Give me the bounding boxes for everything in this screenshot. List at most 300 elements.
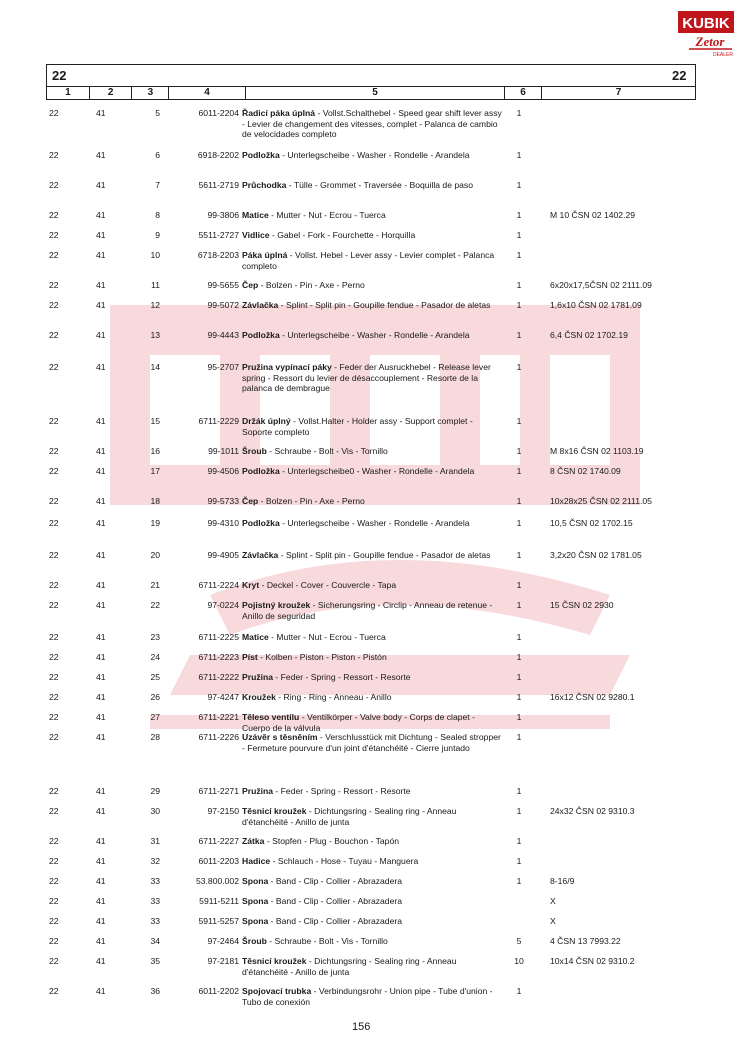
part-translations: - Vollst.Halter - Holder assy - Support complet - Soporte completo <box>242 416 473 437</box>
note: 10,5 ČSN 02 1702.15 <box>550 518 633 528</box>
col-2-value: 41 <box>96 652 106 662</box>
part-number: 97-2181 <box>207 956 239 966</box>
col-1-value: 22 <box>49 210 59 220</box>
col-3-value: 33 <box>150 916 160 926</box>
part-translations: - Unterlegscheibe0 - Washer - Rondelle - Arandela <box>279 466 475 476</box>
part-name: Závlačka <box>242 550 279 560</box>
col-3-value: 24 <box>150 652 160 662</box>
part-number: 99-4506 <box>207 466 239 476</box>
col-3-value: 35 <box>150 956 160 966</box>
col-3-value: 34 <box>150 936 160 946</box>
col-1-value: 22 <box>49 330 59 340</box>
quantity: 1 <box>516 210 522 220</box>
col-1-value: 22 <box>49 550 59 560</box>
section-number-left: 22 <box>52 68 67 83</box>
page-number: 156 <box>352 1021 371 1033</box>
col-1-value: 22 <box>49 108 59 118</box>
part-number: 5511-2727 <box>198 230 239 240</box>
quantity: 1 <box>516 330 522 340</box>
part-description <box>242 280 504 291</box>
col-1-value: 22 <box>49 416 59 426</box>
part-translations: - Ventilkörper - Valve body - Corps de clapet - Cuerpo de la válvula <box>242 712 475 733</box>
col-3-value: 12 <box>150 300 160 310</box>
col-3-value: 31 <box>150 836 160 846</box>
col-1-value: 22 <box>49 180 59 190</box>
part-number: 5611-2719 <box>198 180 239 190</box>
part-description <box>242 956 504 977</box>
part-description <box>242 836 504 847</box>
part-translations: - Band - Clip - Collier - Abrazadera <box>268 876 402 886</box>
col-1-value: 22 <box>49 806 59 816</box>
quantity: 1 <box>516 732 522 742</box>
part-description <box>242 600 504 621</box>
col-header-6: 6 <box>505 87 542 99</box>
part-description <box>242 786 504 797</box>
part-number: 6011-2202 <box>198 986 239 996</box>
part-description <box>242 672 504 683</box>
quantity: 1 <box>516 600 522 610</box>
part-number: 99-3806 <box>207 210 239 220</box>
section-number-right: 22 <box>672 68 687 83</box>
part-description <box>242 108 504 140</box>
section-frame <box>46 64 696 88</box>
part-name: Podložka <box>242 330 280 340</box>
quantity: 1 <box>516 856 522 866</box>
part-number: 97-2464 <box>207 936 239 946</box>
col-3-value: 10 <box>150 250 160 260</box>
part-name: Čep <box>242 280 259 290</box>
note: 6,4 ČSN 02 1702.19 <box>550 330 628 340</box>
part-description <box>242 896 504 907</box>
part-translations: - Bolzen - Pin - Axe - Perno <box>258 496 365 506</box>
col-1-value: 22 <box>49 652 59 662</box>
part-name: Spona <box>242 896 269 906</box>
quantity: 1 <box>516 580 522 590</box>
part-translations: - Schlauch - Hose - Tuyau - Manguera <box>270 856 419 866</box>
quantity: 1 <box>516 362 522 372</box>
part-translations: - Schraube - Bolt - Vis - Tornillo <box>266 446 388 456</box>
part-translations: - Dichtungsring - Sealing ring - Anneau d'étanchéité - Anillo de junta <box>242 956 457 977</box>
part-translations: - Band - Clip - Collier - Abrazadera <box>268 916 402 926</box>
col-1-value: 22 <box>49 580 59 590</box>
col-2-value: 41 <box>96 210 106 220</box>
part-name: Těleso ventilu <box>242 712 300 722</box>
col-2-value: 41 <box>96 580 106 590</box>
part-description <box>242 732 504 753</box>
part-name: Závlačka <box>242 300 279 310</box>
part-translations: - Feder der Ausruckhebel - Release lever spring - Ressort du levier de désaccouplement - Resorte de la palanca de dembrague <box>242 362 491 394</box>
note: 3,2x20 ČSN 02 1781.05 <box>550 550 642 560</box>
col-2-value: 41 <box>96 280 106 290</box>
col-1-value: 22 <box>49 518 59 528</box>
part-name: Kroužek <box>242 692 276 702</box>
quantity: 1 <box>516 180 522 190</box>
quantity: 1 <box>516 986 522 996</box>
note: 24x32 ČSN 02 9310.3 <box>550 806 635 816</box>
col-1-value: 22 <box>49 712 59 722</box>
quantity: 1 <box>516 672 522 682</box>
part-number: 5911-5211 <box>199 896 239 906</box>
col-2-value: 41 <box>96 672 106 682</box>
part-number: 5911-5257 <box>198 916 239 926</box>
col-3-value: 6 <box>155 150 160 160</box>
col-3-value: 21 <box>150 580 160 590</box>
part-number: 6711-2271 <box>198 786 239 796</box>
col-2-value: 41 <box>96 230 106 240</box>
col-1-value: 22 <box>49 896 59 906</box>
col-1-value: 22 <box>49 466 59 476</box>
col-2-value: 41 <box>96 712 106 722</box>
quantity: 1 <box>516 416 522 426</box>
part-translations: - Sicherungsring - Circlip - Anneau de retenue - Anillo de seguridad <box>242 600 493 621</box>
col-3-value: 33 <box>150 896 160 906</box>
part-name: Matice <box>242 210 269 220</box>
part-description <box>242 330 504 341</box>
part-name: Spona <box>242 876 269 886</box>
part-translations: - Kolben - Piston - Piston - Pistón <box>257 652 387 662</box>
col-3-value: 13 <box>150 330 160 340</box>
part-translations: - Feder - Spring - Ressort - Resorte <box>273 672 411 682</box>
part-name: Uzávěr s těsněním <box>242 732 318 742</box>
quantity: 1 <box>516 280 522 290</box>
part-description <box>242 692 504 703</box>
col-1-value: 22 <box>49 692 59 702</box>
col-header-7: 7 <box>615 87 622 98</box>
col-header-4: 4 <box>169 87 246 99</box>
part-number: 6711-2227 <box>198 836 239 846</box>
part-number: 95-2707 <box>207 362 239 372</box>
part-number: 99-1011 <box>208 446 239 456</box>
note: M 10 ČSN 02 1402.29 <box>550 210 636 220</box>
part-name: Kryt <box>242 580 260 590</box>
col-1-value: 22 <box>49 632 59 642</box>
col-3-value: 15 <box>150 416 160 426</box>
col-3-value: 17 <box>150 466 160 476</box>
col-2-value: 41 <box>96 936 106 946</box>
col-1-value: 22 <box>49 732 59 742</box>
part-description <box>242 496 504 507</box>
logo-brand: KUBIK <box>682 15 730 32</box>
col-3-value: 27 <box>150 712 160 722</box>
quantity: 10 <box>514 956 524 966</box>
part-translations: - Stopfen - Plug - Bouchon - Tapón <box>264 836 400 846</box>
col-1-value: 22 <box>49 250 59 260</box>
col-3-value: 33 <box>150 876 160 886</box>
col-2-value: 41 <box>96 600 106 610</box>
part-name: Držák úplný <box>242 416 291 426</box>
col-header-5: 5 <box>246 87 505 99</box>
logo-tag: DEALER <box>712 52 734 58</box>
part-name: Spona <box>242 916 269 926</box>
part-number: 99-4905 <box>207 550 239 560</box>
part-number: 99-5655 <box>207 280 239 290</box>
col-1-value: 22 <box>49 150 59 160</box>
note: 4 ČSN 13 7993.22 <box>550 936 621 946</box>
part-number: 97-0224 <box>207 600 239 610</box>
part-description <box>242 416 504 437</box>
col-1-value: 22 <box>49 786 59 796</box>
part-number: 97-4247 <box>207 692 239 702</box>
part-name: Těsnicí kroužek <box>242 806 307 816</box>
part-number: 6711-2221 <box>198 712 239 722</box>
part-description <box>242 518 504 529</box>
col-2-value: 41 <box>96 806 106 816</box>
col-1-value: 22 <box>49 916 59 926</box>
part-number: 99-4310 <box>207 518 239 528</box>
part-name: Pojistný kroužek <box>242 600 311 610</box>
col-3-value: 26 <box>150 692 160 702</box>
part-translations: - Mutter - Nut - Ecrou - Tuerca <box>268 632 386 642</box>
note: 16x12 ČSN 02 9280.1 <box>550 692 635 702</box>
part-translations: - Dichtungsring - Sealing ring - Anneau d'étanchéité - Anillo de junta <box>242 806 457 827</box>
part-name: Podložka <box>242 466 280 476</box>
col-3-value: 18 <box>150 496 160 506</box>
note: M 8x16 ČSN 02 1103.19 <box>550 446 644 456</box>
col-1-value: 22 <box>49 876 59 886</box>
col-3-value: 20 <box>150 550 160 560</box>
col-3-value: 14 <box>150 362 160 372</box>
part-translations: - Vollst. Hebel - Lever assy - Levier complet - Palanca completo <box>242 250 495 271</box>
quantity: 1 <box>516 466 522 476</box>
quantity: 1 <box>516 300 522 310</box>
part-translations: - Feder - Spring - Ressort - Resorte <box>273 786 411 796</box>
part-number: 6711-2223 <box>198 652 239 662</box>
part-name: Průchodka <box>242 180 287 190</box>
col-1-value: 22 <box>49 496 59 506</box>
part-name: Spojovací trubka <box>242 986 312 996</box>
quantity: 1 <box>516 712 522 722</box>
part-name: Čep <box>242 496 259 506</box>
col-3-value: 23 <box>150 632 160 642</box>
col-3-value: 29 <box>150 786 160 796</box>
part-number: 6918-2202 <box>197 150 239 160</box>
part-number: 97-2150 <box>207 806 239 816</box>
part-number: 6011-2203 <box>198 856 239 866</box>
quantity: 1 <box>516 876 522 886</box>
col-3-value: 30 <box>150 806 160 816</box>
col-1-value: 22 <box>49 300 59 310</box>
part-name: Vidlice <box>242 230 270 240</box>
quantity: 5 <box>516 936 522 946</box>
col-2-value: 41 <box>96 416 106 426</box>
part-name: Pružina <box>242 786 274 796</box>
part-number: 6711-2222 <box>198 672 239 682</box>
part-translations: - Band - Clip - Collier - Abrazadera <box>268 896 402 906</box>
quantity: 1 <box>516 550 522 560</box>
quantity: 1 <box>516 250 522 260</box>
part-translations: - Verschlusstück mit Dichtung - Sealed stropper - Fermeture pourvure d'un joint d'étanchéité - Cierre juntado <box>242 732 501 753</box>
col-1-value: 22 <box>49 446 59 456</box>
col-2-value: 41 <box>96 150 106 160</box>
col-2-value: 41 <box>96 300 106 310</box>
note: 8-16/9 <box>550 876 575 886</box>
note: 10x28x25 ČSN 02 2111.05 <box>550 496 652 506</box>
col-header-2: 2 <box>90 87 133 99</box>
part-description <box>242 446 504 457</box>
part-description <box>242 150 504 161</box>
part-description <box>242 230 504 241</box>
part-description <box>242 806 504 827</box>
part-description <box>242 250 504 271</box>
quantity: 1 <box>516 150 522 160</box>
part-number: 6711-2226 <box>198 732 239 742</box>
quantity: 1 <box>516 230 522 240</box>
part-name: Řadicí páka úplná <box>242 108 316 118</box>
part-translations: - Bolzen - Pin - Axe - Perno <box>258 280 365 290</box>
col-3-value: 22 <box>150 600 160 610</box>
quantity: 1 <box>516 692 522 702</box>
part-description <box>242 652 504 663</box>
col-2-value: 41 <box>96 180 106 190</box>
part-number: 6718-2203 <box>197 250 239 260</box>
note: 6x20x17,5ČSN 02 2111.09 <box>550 280 652 290</box>
part-description <box>242 580 504 591</box>
col-1-value: 22 <box>49 956 59 966</box>
col-2-value: 41 <box>96 250 106 260</box>
quantity: 1 <box>516 806 522 816</box>
col-3-value: 19 <box>150 518 160 528</box>
col-2-value: 41 <box>96 330 106 340</box>
col-2-value: 41 <box>96 786 106 796</box>
col-1-value: 22 <box>49 230 59 240</box>
col-1-value: 22 <box>49 280 59 290</box>
col-3-value: 8 <box>155 210 160 220</box>
col-3-value: 28 <box>150 732 160 742</box>
part-description <box>242 466 504 477</box>
col-1-value: 22 <box>49 600 59 610</box>
quantity: 1 <box>516 496 522 506</box>
col-2-value: 41 <box>96 362 106 372</box>
part-translations: - Verbindungsrohr - Union pipe - Tube d'union - Tubo de conexión <box>242 986 493 1007</box>
column-header <box>46 86 696 100</box>
part-name: Matice <box>242 632 269 642</box>
quantity: 1 <box>516 108 522 118</box>
col-2-value: 41 <box>96 446 106 456</box>
part-translations: - Vollst.Schalthebel - Speed gear shift lever assy - Levier de changement des vitesses, complet - Palanca de cambio de velocidades completo <box>242 108 502 140</box>
part-translations: - Schraube - Bolt - Vis - Tornillo <box>266 936 388 946</box>
part-description <box>242 362 504 394</box>
part-number: 99-5072 <box>207 300 239 310</box>
col-2-value: 41 <box>96 496 106 506</box>
part-name: Pružina <box>242 672 274 682</box>
part-description <box>242 856 504 867</box>
col-2-value: 41 <box>96 916 106 926</box>
col-2-value: 41 <box>96 836 106 846</box>
part-description <box>242 876 504 887</box>
part-description <box>242 986 504 1007</box>
col-2-value: 41 <box>96 632 106 642</box>
part-name: Podložka <box>242 150 280 160</box>
col-3-value: 25 <box>150 672 160 682</box>
logo-sub: Zetor <box>695 34 725 49</box>
part-description <box>242 712 504 733</box>
col-3-value: 7 <box>155 180 160 190</box>
part-translations: - Unterlegscheibe - Washer - Rondelle - Arandela <box>279 150 470 160</box>
part-name: Pružina vypínací páky <box>242 362 332 372</box>
part-name: Páka úplná <box>242 250 288 260</box>
col-2-value: 41 <box>96 550 106 560</box>
col-2-value: 41 <box>96 466 106 476</box>
col-2-value: 41 <box>96 108 106 118</box>
col-1-value: 22 <box>49 856 59 866</box>
col-2-value: 41 <box>96 856 106 866</box>
part-name: Šroub <box>242 446 267 456</box>
part-translations: - Splint - Split pin - Goupille fendue - Pasador de aletas <box>278 550 491 560</box>
part-translations: - Gabel - Fork - Fourchette - Horquilla <box>269 230 416 240</box>
col-header-3: 3 <box>132 87 169 99</box>
note: 1,6x10 ČSN 02 1781.09 <box>550 300 642 310</box>
quantity: 1 <box>516 446 522 456</box>
part-number: 53.800.002 <box>195 876 239 886</box>
part-description <box>242 936 504 947</box>
col-header-1: 1 <box>47 87 90 99</box>
col-2-value: 41 <box>96 518 106 528</box>
part-translations: - Deckel - Cover - Couvercle - Tapa <box>259 580 397 590</box>
part-name: Hadice <box>242 856 271 866</box>
col-2-value: 41 <box>96 692 106 702</box>
quantity: 1 <box>516 836 522 846</box>
part-name: Těsnicí kroužek <box>242 956 307 966</box>
part-description <box>242 210 504 221</box>
part-number: 99-4443 <box>207 330 239 340</box>
quantity: 1 <box>516 786 522 796</box>
kubik-zetor-logo-icon <box>677 8 735 58</box>
note: 10x14 ČSN 02 9310.2 <box>550 956 635 966</box>
quantity: 1 <box>516 652 522 662</box>
part-number: 6711-2229 <box>198 416 239 426</box>
quantity: 1 <box>516 518 522 528</box>
part-number: 6711-2225 <box>198 632 239 642</box>
col-1-value: 22 <box>49 362 59 372</box>
part-description <box>242 632 504 643</box>
note: X <box>550 896 556 906</box>
part-number: 99-5733 <box>207 496 239 506</box>
part-description <box>242 550 504 561</box>
col-3-value: 32 <box>150 856 160 866</box>
part-translations: - Mutter - Nut - Ecrou - Tuerca <box>268 210 386 220</box>
col-3-value: 16 <box>150 446 160 456</box>
part-translations: - Unterlegscheibe - Washer - Rondelle - Arandela <box>279 518 470 528</box>
part-translations: - Tülle - Grommet - Traversée - Boquilla de paso <box>286 180 474 190</box>
part-translations: - Ring - Ring - Anneau - Anillo <box>275 692 392 702</box>
col-1-value: 22 <box>49 672 59 682</box>
col-3-value: 36 <box>150 986 160 996</box>
col-3-value: 9 <box>155 230 160 240</box>
part-description <box>242 180 504 191</box>
part-number: 6711-2224 <box>198 580 239 590</box>
part-description <box>242 916 504 927</box>
note: 15 ČSN 02 2930 <box>550 600 614 610</box>
part-name: Podložka <box>242 518 280 528</box>
part-name: Píst <box>242 652 258 662</box>
col-2-value: 41 <box>96 896 106 906</box>
part-translations: - Splint - Split pin - Goupille fendue - Pasador de aletas <box>278 300 491 310</box>
col-2-value: 41 <box>96 876 106 886</box>
col-1-value: 22 <box>49 986 59 996</box>
col-2-value: 41 <box>96 956 106 966</box>
col-1-value: 22 <box>49 936 59 946</box>
col-2-value: 41 <box>96 732 106 742</box>
note: X <box>550 916 556 926</box>
col-3-value: 5 <box>155 108 160 118</box>
note: 8 ČSN 02 1740.09 <box>550 466 621 476</box>
part-description <box>242 300 504 311</box>
quantity: 1 <box>516 632 522 642</box>
col-2-value: 41 <box>96 986 106 996</box>
part-name: Šroub <box>242 936 267 946</box>
col-1-value: 22 <box>49 836 59 846</box>
col-3-value: 11 <box>151 280 160 290</box>
